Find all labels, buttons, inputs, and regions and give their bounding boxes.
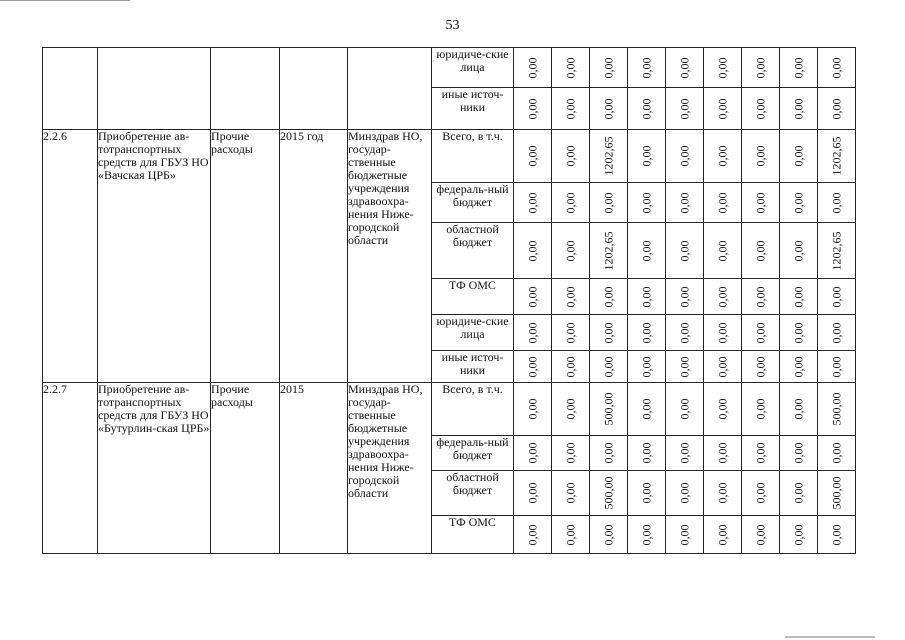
amount-value: 0,00 <box>715 482 729 504</box>
amount-value: 0,00 <box>639 398 653 420</box>
amount-cell <box>704 88 742 130</box>
amount-value: 0,00 <box>829 286 843 307</box>
amount-cell <box>514 315 552 351</box>
amount-value: 0,00 <box>639 356 653 377</box>
amount-cell <box>704 471 742 516</box>
amount-cell <box>704 279 742 315</box>
amount-value: 0,00 <box>791 192 805 213</box>
amount-value: 0,00 <box>563 145 577 167</box>
amount-cell <box>704 436 742 471</box>
amount-cell <box>780 130 818 183</box>
amount-cell <box>704 183 742 223</box>
amount-cell <box>742 88 780 130</box>
amount-value: 0,00 <box>715 192 729 213</box>
amount-value: 0,00 <box>829 524 843 545</box>
amount-cell <box>590 315 628 351</box>
amount-cell <box>628 516 666 554</box>
amount-value: 500,00 <box>601 392 615 426</box>
amount-value: 0,00 <box>639 240 653 261</box>
amount-value: 0,00 <box>525 57 539 78</box>
amount-value: 0,00 <box>715 356 729 377</box>
amount-cell <box>704 130 742 183</box>
funding-source-label: ТФ ОМС <box>432 516 514 554</box>
amount-value: 0,00 <box>677 98 691 119</box>
amount-value: 0,00 <box>525 145 539 167</box>
amount-cell <box>742 383 780 436</box>
amount-cell <box>780 88 818 130</box>
amount-cell <box>552 516 590 554</box>
amount-cell <box>590 279 628 315</box>
amount-cell <box>818 279 856 315</box>
amount-value: 0,00 <box>563 356 577 377</box>
amount-value: 0,00 <box>563 57 577 78</box>
amount-cell <box>818 351 856 383</box>
amount-value: 0,00 <box>677 240 691 261</box>
amount-value: 0,00 <box>601 524 615 545</box>
amount-value: 0,00 <box>525 398 539 420</box>
amount-value: 0,00 <box>753 524 767 545</box>
amount-value: 0,00 <box>525 524 539 545</box>
amount-value: 0,00 <box>601 57 615 78</box>
amount-value: 0,00 <box>715 286 729 307</box>
amount-cell <box>590 383 628 436</box>
item-name: Приобретение ав-тотранспортных средств для ГБУЗ НО «Бутурлин-ская ЦРБ» <box>98 383 211 554</box>
amount-value: 0,00 <box>525 442 539 464</box>
amount-cell <box>818 315 856 351</box>
amount-value: 0,00 <box>525 482 539 504</box>
amount-cell <box>514 383 552 436</box>
amount-cell <box>780 48 818 88</box>
amount-value: 0,00 <box>639 482 653 504</box>
executor-cell <box>348 48 432 130</box>
table-row <box>43 383 856 436</box>
amount-value: 0,00 <box>677 145 691 167</box>
amount-cell <box>818 436 856 471</box>
amount-cell <box>514 516 552 554</box>
amount-value: 0,00 <box>791 145 805 167</box>
amount-value: 0,00 <box>677 57 691 78</box>
funding-source-label: юридиче-ские лица <box>432 48 514 88</box>
amount-value: 0,00 <box>525 240 539 261</box>
amount-cell <box>742 436 780 471</box>
amount-cell <box>666 48 704 88</box>
execution-term: 2015 <box>280 383 348 554</box>
amount-cell <box>780 315 818 351</box>
amount-value: 500,00 <box>829 476 843 510</box>
amount-cell <box>666 351 704 383</box>
amount-value: 0,00 <box>791 398 805 420</box>
amount-cell <box>704 315 742 351</box>
amount-value: 0,00 <box>563 322 577 343</box>
amount-value: 0,00 <box>753 145 767 167</box>
amount-value: 0,00 <box>715 145 729 167</box>
amount-value: 0,00 <box>639 442 653 464</box>
amount-value: 0,00 <box>791 442 805 464</box>
amount-cell <box>666 130 704 183</box>
amount-value: 0,00 <box>677 482 691 504</box>
amount-cell <box>818 130 856 183</box>
amount-value: 0,00 <box>829 57 843 78</box>
amount-cell <box>552 436 590 471</box>
amount-cell <box>552 130 590 183</box>
amount-value: 0,00 <box>525 192 539 213</box>
amount-cell <box>590 48 628 88</box>
amount-cell <box>780 471 818 516</box>
amount-cell <box>666 183 704 223</box>
item-number: 2.2.6 <box>43 130 98 383</box>
number-cell <box>43 48 98 130</box>
amount-cell <box>818 88 856 130</box>
amount-cell <box>742 516 780 554</box>
amount-cell <box>590 88 628 130</box>
amount-cell <box>666 315 704 351</box>
table-row <box>43 48 856 88</box>
funding-source-label: федераль-ный бюджет <box>432 436 514 471</box>
amount-cell <box>666 471 704 516</box>
amount-value: 0,00 <box>791 356 805 377</box>
amount-cell <box>514 471 552 516</box>
amount-cell <box>780 436 818 471</box>
amount-value: 0,00 <box>715 57 729 78</box>
amount-cell <box>628 383 666 436</box>
amount-cell <box>590 436 628 471</box>
amount-value: 0,00 <box>715 398 729 420</box>
amount-cell <box>628 88 666 130</box>
funding-source-label: Всего, в т.ч. <box>432 383 514 436</box>
amount-value: 0,00 <box>829 192 843 213</box>
amount-value: 0,00 <box>639 286 653 307</box>
execution-term: 2015 год <box>280 130 348 383</box>
amount-value: 0,00 <box>791 482 805 504</box>
amount-value: 0,00 <box>601 322 615 343</box>
amount-cell <box>742 351 780 383</box>
amount-value: 0,00 <box>715 524 729 545</box>
amount-cell <box>590 516 628 554</box>
amount-cell <box>742 48 780 88</box>
amount-cell <box>704 516 742 554</box>
budget-table <box>42 47 856 554</box>
amount-value: 0,00 <box>677 192 691 213</box>
term-cell <box>280 48 348 130</box>
amount-cell <box>552 88 590 130</box>
amount-value: 0,00 <box>753 192 767 213</box>
amount-cell <box>590 183 628 223</box>
amount-cell <box>818 223 856 279</box>
amount-cell <box>552 351 590 383</box>
amount-value: 0,00 <box>601 192 615 213</box>
amount-value: 0,00 <box>639 145 653 167</box>
amount-cell <box>628 223 666 279</box>
amount-cell <box>628 48 666 88</box>
amount-value: 0,00 <box>601 442 615 464</box>
name-cell <box>98 48 211 130</box>
amount-value: 0,00 <box>715 322 729 343</box>
expense-type: Прочие расходы <box>211 383 280 554</box>
amount-value: 0,00 <box>525 322 539 343</box>
amount-cell <box>704 48 742 88</box>
amount-cell <box>552 471 590 516</box>
funding-source-label: юридиче-ские лица <box>432 315 514 351</box>
amount-value: 0,00 <box>639 57 653 78</box>
page-number: 53 <box>445 18 460 33</box>
amount-cell <box>514 436 552 471</box>
executor: Минздрав НО, государ-ственные бюджетные учреждения здравоохра-нения Ниже-городской области <box>348 383 432 554</box>
amount-value: 0,00 <box>753 57 767 78</box>
amount-value: 0,00 <box>753 442 767 464</box>
amount-value: 0,00 <box>639 98 653 119</box>
amount-value: 0,00 <box>753 322 767 343</box>
amount-cell <box>514 279 552 315</box>
amount-value: 0,00 <box>677 356 691 377</box>
amount-cell <box>818 183 856 223</box>
amount-cell <box>704 351 742 383</box>
amount-value: 500,00 <box>601 476 615 510</box>
amount-value: 0,00 <box>753 482 767 504</box>
amount-cell <box>590 351 628 383</box>
amount-cell <box>818 471 856 516</box>
expense-type: Прочие расходы <box>211 130 280 383</box>
amount-value: 0,00 <box>677 286 691 307</box>
amount-value: 0,00 <box>791 524 805 545</box>
amount-value: 0,00 <box>601 98 615 119</box>
amount-cell <box>552 223 590 279</box>
amount-cell <box>514 88 552 130</box>
amount-value: 0,00 <box>601 356 615 377</box>
amount-value: 0,00 <box>753 98 767 119</box>
funding-source-label: областной бюджет <box>432 471 514 516</box>
amount-cell <box>552 315 590 351</box>
amount-cell <box>666 383 704 436</box>
amount-cell <box>704 223 742 279</box>
amount-value: 0,00 <box>677 442 691 464</box>
amount-value: 0,00 <box>563 398 577 420</box>
amount-value: 0,00 <box>753 286 767 307</box>
amount-cell <box>628 436 666 471</box>
amount-value: 0,00 <box>829 356 843 377</box>
amount-cell <box>742 279 780 315</box>
amount-value: 0,00 <box>715 98 729 119</box>
funding-source-label: ТФ ОМС <box>432 279 514 315</box>
amount-cell <box>514 130 552 183</box>
amount-cell <box>780 516 818 554</box>
amount-cell <box>590 130 628 183</box>
executor: Минздрав НО, государ-ственные бюджетные учреждения здравоохра-нения Ниже-городской области <box>348 130 432 383</box>
amount-cell <box>666 223 704 279</box>
table-row <box>43 130 856 183</box>
amount-value: 0,00 <box>677 524 691 545</box>
amount-cell <box>628 351 666 383</box>
amount-cell <box>780 183 818 223</box>
amount-cell <box>742 471 780 516</box>
expense-type-cell <box>211 48 280 130</box>
amount-value: 0,00 <box>753 398 767 420</box>
scan-edge-mark <box>0 0 130 1</box>
amount-value: 0,00 <box>753 240 767 261</box>
amount-cell <box>514 351 552 383</box>
amount-cell <box>742 315 780 351</box>
amount-cell <box>780 383 818 436</box>
amount-cell <box>818 383 856 436</box>
amount-cell <box>818 516 856 554</box>
funding-source-label: иные источ-ники <box>432 351 514 383</box>
amount-cell <box>514 183 552 223</box>
amount-cell <box>514 223 552 279</box>
amount-value: 0,00 <box>715 442 729 464</box>
amount-value: 0,00 <box>677 398 691 420</box>
amount-value: 0,00 <box>639 524 653 545</box>
amount-value: 0,00 <box>829 322 843 343</box>
amount-cell <box>628 471 666 516</box>
amount-cell <box>780 223 818 279</box>
amount-cell <box>628 130 666 183</box>
amount-value: 0,00 <box>601 286 615 307</box>
amount-value: 0,00 <box>525 356 539 377</box>
amount-cell <box>666 436 704 471</box>
amount-value: 0,00 <box>753 356 767 377</box>
funding-source-label: федераль-ный бюджет <box>432 183 514 223</box>
amount-cell <box>552 279 590 315</box>
amount-value: 0,00 <box>563 482 577 504</box>
amount-cell <box>666 516 704 554</box>
amount-value: 0,00 <box>791 286 805 307</box>
amount-value: 0,00 <box>639 322 653 343</box>
amount-value: 1202,65 <box>601 136 615 176</box>
amount-cell <box>780 279 818 315</box>
amount-cell <box>628 183 666 223</box>
amount-cell <box>628 279 666 315</box>
amount-cell <box>552 183 590 223</box>
amount-value: 0,00 <box>791 57 805 78</box>
amount-value: 1202,65 <box>829 136 843 176</box>
amount-value: 0,00 <box>563 240 577 261</box>
amount-value: 500,00 <box>829 392 843 426</box>
amount-cell <box>742 183 780 223</box>
item-number: 2.2.7 <box>43 383 98 554</box>
amount-value: 0,00 <box>677 322 691 343</box>
amount-value: 0,00 <box>563 98 577 119</box>
amount-cell <box>666 88 704 130</box>
amount-value: 0,00 <box>829 442 843 464</box>
amount-value: 0,00 <box>639 192 653 213</box>
scan-edge-mark-bottom <box>785 636 875 638</box>
amount-value: 0,00 <box>791 98 805 119</box>
amount-cell <box>590 223 628 279</box>
amount-value: 0,00 <box>829 98 843 119</box>
amount-value: 0,00 <box>791 322 805 343</box>
funding-source-label: иные источ-ники <box>432 88 514 130</box>
amount-cell <box>628 315 666 351</box>
amount-cell <box>742 130 780 183</box>
amount-cell <box>704 383 742 436</box>
funding-source-label: областной бюджет <box>432 223 514 279</box>
amount-value: 0,00 <box>563 524 577 545</box>
amount-value: 0,00 <box>525 98 539 119</box>
item-name: Приобретение ав-тотранспортных средств для ГБУЗ НО «Вачская ЦРБ» <box>98 130 211 383</box>
amount-value: 0,00 <box>715 240 729 261</box>
funding-source-label: Всего, в т.ч. <box>432 130 514 183</box>
amount-value: 0,00 <box>525 286 539 307</box>
amount-cell <box>666 279 704 315</box>
amount-value: 0,00 <box>791 240 805 261</box>
amount-cell <box>818 48 856 88</box>
amount-cell <box>514 48 552 88</box>
amount-cell <box>742 223 780 279</box>
amount-value: 0,00 <box>563 286 577 307</box>
amount-cell <box>590 471 628 516</box>
amount-value: 0,00 <box>563 192 577 213</box>
amount-value: 0,00 <box>563 442 577 464</box>
amount-cell <box>552 48 590 88</box>
amount-cell <box>780 351 818 383</box>
amount-value: 1202,65 <box>601 231 615 270</box>
amount-cell <box>552 383 590 436</box>
amount-value: 1202,65 <box>829 231 843 270</box>
